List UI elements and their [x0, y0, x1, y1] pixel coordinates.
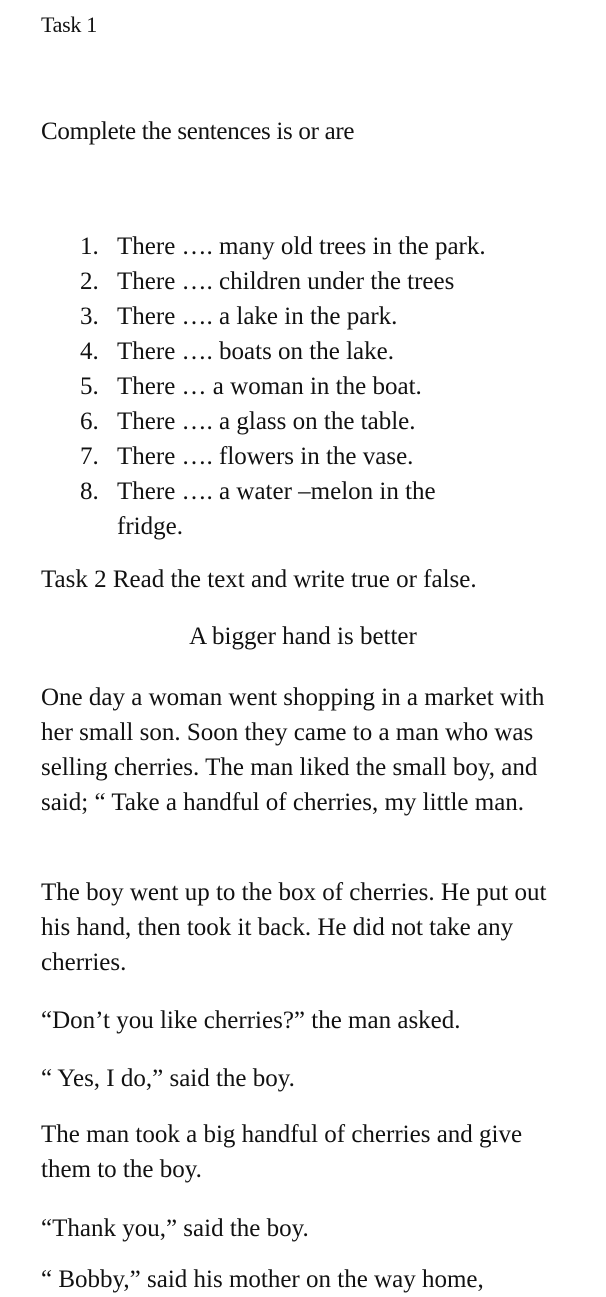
- story-title: A bigger hand is better: [189, 623, 417, 650]
- item-number: 1.: [80, 233, 99, 260]
- list-item: [80, 369, 486, 404]
- task1-instruction: Complete the sentences is or are: [41, 118, 355, 145]
- story-paragraph: “Thank you,” said the boy.: [41, 1215, 309, 1242]
- list-item: [80, 439, 486, 474]
- item-text-wrap: fridge.: [117, 513, 183, 540]
- list-item: [80, 474, 486, 509]
- list-item: [80, 404, 486, 439]
- item-text: There … a woman in the boat.: [117, 373, 422, 400]
- item-text: There …. a water –melon in the: [117, 478, 436, 505]
- story-paragraph: “ Yes, I do,” said the boy.: [41, 1065, 295, 1092]
- item-text: There …. boats on the lake.: [117, 338, 394, 365]
- list-item: [80, 264, 486, 299]
- item-number: 4.: [80, 338, 99, 365]
- item-text: There …. a lake in the park.: [117, 303, 398, 330]
- task2-title: Task 2 Read the text and write true or false.: [41, 566, 477, 593]
- story-paragraph: One day a woman went shopping in a market with her small son. Soon they came to a man who was selling cherries. The man liked the small boy, and said; “ Take a handful of cherries, my little man.: [41, 684, 545, 816]
- story-paragraph-cutoff: “ Bobby,” said his mother on the way home,: [41, 1266, 484, 1293]
- story-paragraph: The man took a big handful of cherries and give them to the boy.: [41, 1121, 523, 1183]
- item-number: 8.: [80, 478, 99, 505]
- task1-title: Task 1: [41, 12, 97, 37]
- item-text: There …. children under the trees: [117, 268, 455, 295]
- item-number: 6.: [80, 408, 99, 435]
- list-item: [80, 299, 486, 334]
- item-text: There …. many old trees in the park.: [117, 233, 486, 260]
- sentence-list: [80, 229, 486, 544]
- item-number: 7.: [80, 443, 99, 470]
- story-paragraph: The boy went up to the box of cherries. He put out his hand, then took it back. He did not take any cherries.: [41, 879, 547, 976]
- item-number: 5.: [80, 373, 99, 400]
- item-number: 3.: [80, 303, 99, 330]
- list-item-continuation: [80, 509, 486, 544]
- item-number: 2.: [80, 268, 99, 295]
- list-item: [80, 334, 486, 369]
- story-paragraph: “Don’t you like cherries?” the man asked.: [41, 1007, 461, 1034]
- item-text: There …. a glass on the table.: [117, 408, 416, 435]
- list-item: [80, 229, 486, 264]
- item-text: There …. flowers in the vase.: [117, 443, 414, 470]
